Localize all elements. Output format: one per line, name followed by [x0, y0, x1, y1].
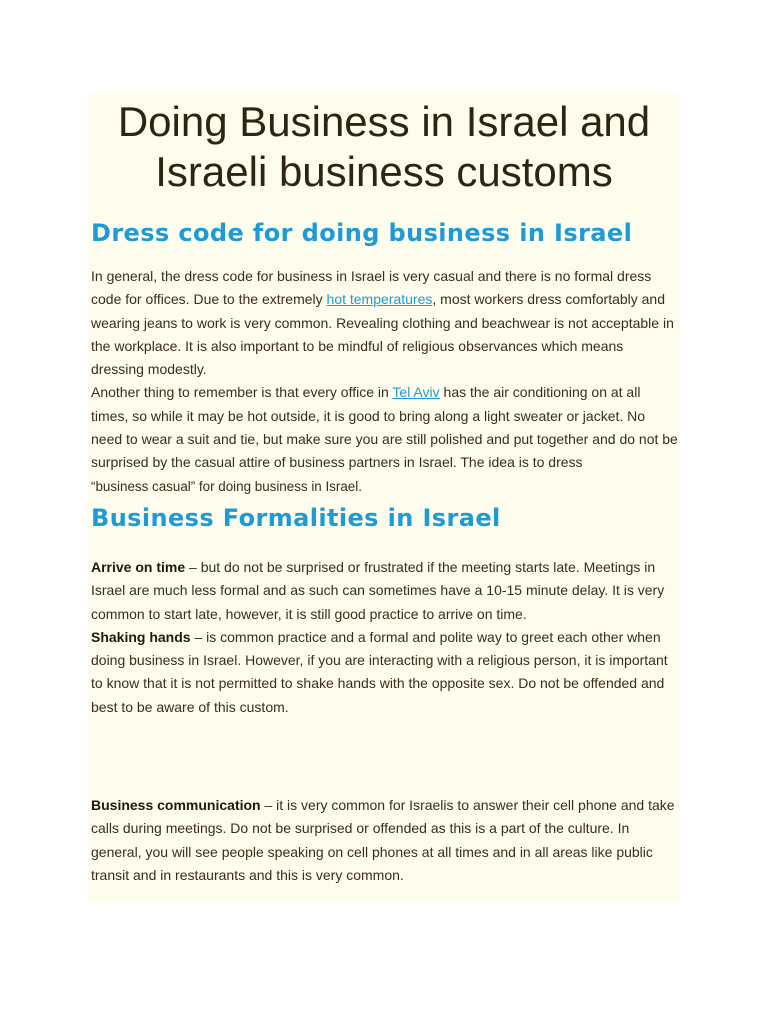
dress-code-paragraph-1-text-a: In general, the dress code for business in Israel is very casual and there is no formal dress code for offices. Due to the extremely [91, 268, 652, 308]
page-title-line-2: Israeli business customs [155, 148, 613, 195]
dress-code-paragraph-2-text-a: Another thing to remember is that every office in [91, 384, 393, 401]
page-title [88, 93, 680, 197]
arrive-on-time-term: Arrive on time [91, 558, 186, 575]
business-formalities-heading: Business Formalities in Israel [91, 503, 501, 532]
dress-code-paragraph-2-text-b: has the air conditioning on at all times, so while it may be hot outside, it is good to bring along a light sweater or jacket. No need to wear a suit and tie, but make sure you are still polished and put together and do not be surprised by the casual attire of business partners in Israel. The idea is to dress [91, 384, 678, 471]
dress-code-paragraph-1-text-b: , most workers dress comfortably and wearing jeans to work is very common. Revealing clothing and beachwear is not acceptable in the workplace. It is also important to be mindful of religious observances which means dressing modestly. [91, 291, 674, 378]
dress-code-paragraph-1 [88, 265, 680, 381]
dress-code-paragraph-2 [88, 381, 680, 497]
arrive-on-time-text: – but do not be surprised or frustrated if the meeting starts late. Meetings in Israel are much less formal and as such can sometimes have a 10-15 minute delay. It is very common to start late, however, it is still good practice to arrive on time. [91, 558, 665, 622]
shaking-hands-text: – is common practice and a formal and polite way to greet each other when doing business in Israel. However, if you are interacting with a religious person, it is important to know that it is not permitted to shake hands with the opposite sex. Do not be offended and best to be aware of this custom. [91, 628, 668, 715]
dress-code-paragraph-2-text-c: “business casual” for doing business in Israel. [91, 478, 362, 494]
shaking-hands-paragraph [88, 626, 680, 719]
page-title-line-1: Doing Business in Israel and [117, 98, 651, 145]
business-communication-text: – it is very common for Israelis to answer their cell phone and take calls during meetings. Do not be surprised or offended as this is a part of the culture. In general, you will see people speaking on cell phones at all times and in all areas like public transit and in restaurants and this is very common. [91, 797, 675, 883]
hot-temperatures-link[interactable]: hot temperatures [326, 291, 433, 308]
business-communication-term: Business communication [91, 797, 261, 814]
business-communication-paragraph [88, 794, 680, 887]
document-page [88, 93, 680, 901]
tel-aviv-link[interactable]: Tel Aviv [392, 384, 440, 401]
shaking-hands-term: Shaking hands [91, 628, 191, 645]
dress-code-heading: Dress code for doing business in Israel [91, 219, 633, 247]
arrive-on-time-paragraph [88, 556, 680, 626]
